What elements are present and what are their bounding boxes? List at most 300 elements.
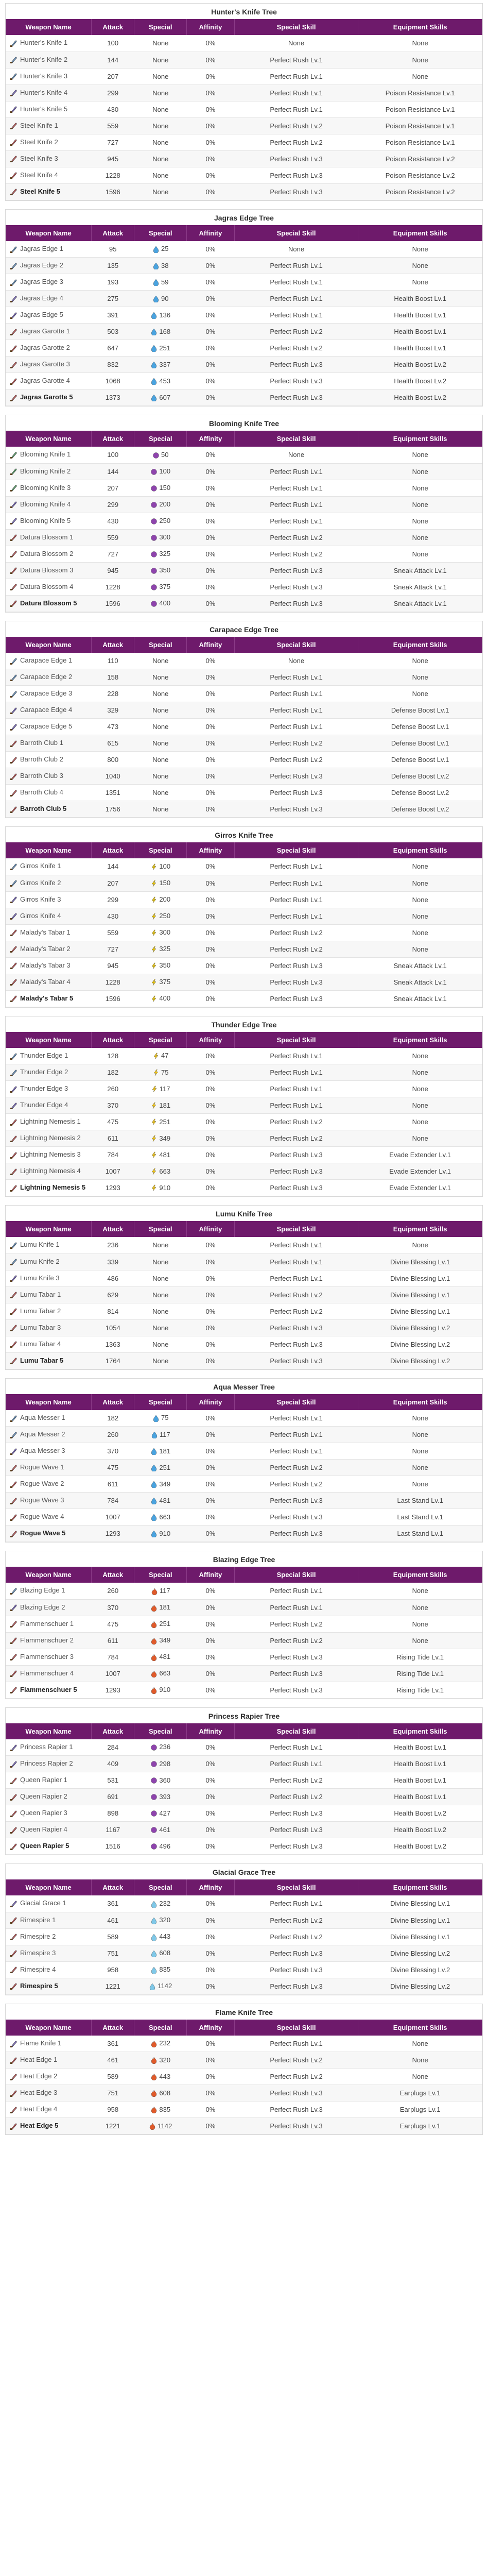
header-weapon-name[interactable]: Weapon Name — [6, 1879, 92, 1895]
weapon-name-cell[interactable] — [6, 768, 92, 785]
weapon-name-cell[interactable] — [6, 595, 92, 612]
table-row[interactable] — [6, 974, 482, 990]
weapon-name[interactable]: Steel Knife 2 — [20, 138, 58, 146]
weapon-name[interactable]: Rimespire 4 — [20, 1965, 56, 1973]
header-special-skill[interactable]: Special Skill — [234, 225, 358, 241]
table-row[interactable] — [6, 1303, 482, 1319]
weapon-name-cell[interactable] — [6, 1253, 92, 1270]
weapon-name-cell[interactable] — [6, 1352, 92, 1369]
weapon-name[interactable]: Flammenschuer 1 — [20, 1619, 74, 1628]
header-special[interactable]: Special — [134, 2020, 187, 2036]
header-affinity[interactable]: Affinity — [187, 1032, 235, 1048]
weapon-name-cell[interactable] — [6, 1772, 92, 1789]
weapon-name[interactable]: Lumu Tabar 3 — [20, 1323, 61, 1331]
weapon-name[interactable]: Flammenschuer 4 — [20, 1669, 74, 1677]
weapon-name-cell[interactable] — [6, 291, 92, 307]
header-special-skill[interactable]: Special Skill — [234, 1567, 358, 1583]
weapon-name-cell[interactable] — [6, 1493, 92, 1509]
header-special[interactable]: Special — [134, 1032, 187, 1048]
weapon-name-cell[interactable] — [6, 1081, 92, 1097]
header-special-skill[interactable]: Special Skill — [234, 19, 358, 35]
table-row[interactable] — [6, 579, 482, 595]
header-weapon-name[interactable]: Weapon Name — [6, 19, 92, 35]
weapon-name[interactable]: Jagras Edge 1 — [20, 244, 63, 252]
header-attack[interactable]: Attack — [92, 225, 134, 241]
weapon-name-cell[interactable] — [6, 1665, 92, 1682]
table-row[interactable] — [6, 68, 482, 84]
weapon-name[interactable]: Carapace Edge 5 — [20, 722, 73, 731]
weapon-name-cell[interactable] — [6, 1460, 92, 1476]
weapon-name-cell[interactable] — [6, 1147, 92, 1163]
table-row[interactable] — [6, 2102, 482, 2118]
table-row[interactable] — [6, 1286, 482, 1303]
table-row[interactable] — [6, 941, 482, 957]
table-row[interactable] — [6, 595, 482, 612]
weapon-name[interactable]: Flammenschuer 2 — [20, 1636, 74, 1644]
weapon-name-cell[interactable] — [6, 134, 92, 150]
header-special[interactable]: Special — [134, 1723, 187, 1739]
header-special-skill[interactable]: Special Skill — [234, 1723, 358, 1739]
header-attack[interactable]: Attack — [92, 1394, 134, 1410]
weapon-name[interactable]: Heat Edge 2 — [20, 2072, 58, 2080]
weapon-name[interactable]: Rogue Wave 5 — [20, 1529, 66, 1537]
table-row[interactable] — [6, 546, 482, 562]
header-special[interactable]: Special — [134, 1879, 187, 1895]
weapon-name[interactable]: Heat Edge 5 — [20, 2122, 59, 2130]
header-equipment-skills[interactable]: Equipment Skills — [358, 1723, 482, 1739]
weapon-name[interactable]: Datura Blossom 3 — [20, 566, 74, 574]
weapon-name-cell[interactable] — [6, 2036, 92, 2052]
table-row[interactable] — [6, 1460, 482, 1476]
weapon-name[interactable]: Hunter's Knife 5 — [20, 105, 68, 113]
table-row[interactable] — [6, 1978, 482, 1994]
weapon-name-cell[interactable] — [6, 1682, 92, 1698]
weapon-name-cell[interactable] — [6, 785, 92, 801]
table-row[interactable] — [6, 1961, 482, 1978]
weapon-name-cell[interactable] — [6, 1410, 92, 1427]
weapon-name[interactable]: Jagras Garotte 1 — [20, 327, 70, 335]
table-row[interactable] — [6, 529, 482, 546]
weapon-name-cell[interactable] — [6, 990, 92, 1007]
weapon-name[interactable]: Jagras Garotte 2 — [20, 344, 70, 352]
weapon-name[interactable]: Princess Rapier 1 — [20, 1742, 73, 1751]
weapon-name-cell[interactable] — [6, 463, 92, 480]
weapon-name[interactable]: Girros Knife 2 — [20, 878, 61, 887]
weapon-name[interactable]: Rogue Wave 1 — [20, 1463, 64, 1471]
table-row[interactable] — [6, 1945, 482, 1961]
table-row[interactable] — [6, 1352, 482, 1369]
weapon-name-cell[interactable] — [6, 529, 92, 546]
table-row[interactable] — [6, 1147, 482, 1163]
header-special[interactable]: Special — [134, 637, 187, 653]
weapon-name[interactable]: Rogue Wave 3 — [20, 1496, 64, 1504]
weapon-name[interactable]: Girros Knife 4 — [20, 911, 61, 920]
header-special-skill[interactable]: Special Skill — [234, 842, 358, 858]
header-weapon-name[interactable]: Weapon Name — [6, 1221, 92, 1237]
table-row[interactable] — [6, 1616, 482, 1632]
header-equipment-skills[interactable]: Equipment Skills — [358, 2020, 482, 2036]
table-row[interactable] — [6, 1838, 482, 1855]
weapon-name[interactable]: Heat Edge 4 — [20, 2105, 58, 2113]
weapon-name[interactable]: Girros Knife 3 — [20, 895, 61, 903]
weapon-name-cell[interactable] — [6, 1064, 92, 1081]
table-row[interactable] — [6, 1682, 482, 1698]
weapon-name-cell[interactable] — [6, 373, 92, 389]
weapon-name[interactable]: Rimespire 3 — [20, 1948, 56, 1957]
table-row[interactable] — [6, 1114, 482, 1130]
weapon-name-cell[interactable] — [6, 1097, 92, 1114]
weapon-name[interactable]: Carapace Edge 4 — [20, 706, 73, 714]
weapon-name[interactable]: Jagras Edge 4 — [20, 294, 63, 302]
table-row[interactable] — [6, 1583, 482, 1599]
table-row[interactable] — [6, 389, 482, 406]
weapon-name-cell[interactable] — [6, 1838, 92, 1855]
weapon-name-cell[interactable] — [6, 1526, 92, 1542]
table-row[interactable] — [6, 150, 482, 167]
table-row[interactable] — [6, 1410, 482, 1427]
weapon-name[interactable]: Flame Knife 1 — [20, 2039, 62, 2047]
weapon-name-cell[interactable] — [6, 513, 92, 529]
table-row[interactable] — [6, 496, 482, 513]
weapon-name[interactable]: Malady's Tabar 4 — [20, 977, 71, 986]
weapon-name[interactable]: Rimespire 2 — [20, 1932, 56, 1940]
weapon-name[interactable]: Lightning Nemesis 4 — [20, 1167, 81, 1175]
table-row[interactable] — [6, 1895, 482, 1912]
table-row[interactable] — [6, 274, 482, 291]
table-row[interactable] — [6, 858, 482, 875]
header-affinity[interactable]: Affinity — [187, 1879, 235, 1895]
table-row[interactable] — [6, 1163, 482, 1180]
weapon-name-cell[interactable] — [6, 183, 92, 200]
table-row[interactable] — [6, 447, 482, 463]
weapon-name[interactable]: Lumu Tabar 5 — [20, 1356, 64, 1364]
weapon-name-cell[interactable] — [6, 1336, 92, 1352]
table-row[interactable] — [6, 653, 482, 669]
table-row[interactable] — [6, 1237, 482, 1253]
table-row[interactable] — [6, 1509, 482, 1526]
header-special[interactable]: Special — [134, 431, 187, 447]
weapon-name[interactable]: Steel Knife 3 — [20, 154, 58, 162]
table-row[interactable] — [6, 134, 482, 150]
weapon-name[interactable]: Jagras Garotte 5 — [20, 393, 73, 401]
table-row[interactable] — [6, 768, 482, 785]
header-equipment-skills[interactable]: Equipment Skills — [358, 431, 482, 447]
weapon-name-cell[interactable] — [6, 653, 92, 669]
table-row[interactable] — [6, 1081, 482, 1097]
weapon-name-cell[interactable] — [6, 686, 92, 702]
weapon-name[interactable]: Thunder Edge 1 — [20, 1051, 68, 1059]
header-special[interactable]: Special — [134, 1567, 187, 1583]
weapon-name[interactable]: Lumu Tabar 1 — [20, 1290, 61, 1298]
weapon-name-cell[interactable] — [6, 669, 92, 686]
header-attack[interactable]: Attack — [92, 637, 134, 653]
weapon-name-cell[interactable] — [6, 908, 92, 924]
table-row[interactable] — [6, 908, 482, 924]
header-affinity[interactable]: Affinity — [187, 1723, 235, 1739]
table-row[interactable] — [6, 1493, 482, 1509]
table-row[interactable] — [6, 2118, 482, 2134]
header-affinity[interactable]: Affinity — [187, 19, 235, 35]
weapon-name-cell[interactable] — [6, 974, 92, 990]
weapon-name-cell[interactable] — [6, 389, 92, 406]
weapon-name[interactable]: Queen Rapier 5 — [20, 1842, 69, 1850]
weapon-name-cell[interactable] — [6, 891, 92, 908]
header-equipment-skills[interactable]: Equipment Skills — [358, 225, 482, 241]
header-special[interactable]: Special — [134, 225, 187, 241]
weapon-name-cell[interactable] — [6, 167, 92, 183]
weapon-name-cell[interactable] — [6, 2069, 92, 2085]
weapon-name-cell[interactable] — [6, 35, 92, 52]
weapon-name[interactable]: Lightning Nemesis 5 — [20, 1183, 86, 1192]
table-row[interactable] — [6, 241, 482, 258]
table-row[interactable] — [6, 1649, 482, 1665]
table-row[interactable] — [6, 1805, 482, 1822]
table-row[interactable] — [6, 1443, 482, 1460]
table-row[interactable] — [6, 1253, 482, 1270]
header-weapon-name[interactable]: Weapon Name — [6, 637, 92, 653]
header-attack[interactable]: Attack — [92, 431, 134, 447]
weapon-name-cell[interactable] — [6, 84, 92, 101]
weapon-name-cell[interactable] — [6, 562, 92, 579]
table-row[interactable] — [6, 1632, 482, 1649]
table-row[interactable] — [6, 340, 482, 357]
table-row[interactable] — [6, 307, 482, 324]
weapon-name-cell[interactable] — [6, 117, 92, 134]
table-row[interactable] — [6, 990, 482, 1007]
header-equipment-skills[interactable]: Equipment Skills — [358, 1567, 482, 1583]
weapon-name[interactable]: Datura Blossom 5 — [20, 599, 77, 607]
weapon-name-cell[interactable] — [6, 1583, 92, 1599]
header-equipment-skills[interactable]: Equipment Skills — [358, 19, 482, 35]
weapon-name[interactable]: Malady's Tabar 5 — [20, 994, 74, 1002]
weapon-name-cell[interactable] — [6, 324, 92, 340]
header-attack[interactable]: Attack — [92, 1723, 134, 1739]
weapon-name[interactable]: Blooming Knife 1 — [20, 450, 71, 459]
table-row[interactable] — [6, 167, 482, 183]
weapon-name-cell[interactable] — [6, 2052, 92, 2069]
table-row[interactable] — [6, 1064, 482, 1081]
weapon-name[interactable]: Heat Edge 1 — [20, 2056, 58, 2064]
weapon-name-cell[interactable] — [6, 2085, 92, 2102]
weapon-name-cell[interactable] — [6, 1509, 92, 1526]
table-row[interactable] — [6, 669, 482, 686]
table-row[interactable] — [6, 1789, 482, 1805]
weapon-name[interactable]: Thunder Edge 4 — [20, 1101, 68, 1109]
table-row[interactable] — [6, 1336, 482, 1352]
table-row[interactable] — [6, 1180, 482, 1196]
table-row[interactable] — [6, 183, 482, 200]
weapon-name-cell[interactable] — [6, 1789, 92, 1805]
weapon-name[interactable]: Blazing Edge 1 — [20, 1586, 65, 1595]
weapon-name-cell[interactable] — [6, 1319, 92, 1336]
weapon-name-cell[interactable] — [6, 801, 92, 818]
table-row[interactable] — [6, 735, 482, 752]
header-special[interactable]: Special — [134, 19, 187, 35]
weapon-name[interactable]: Blooming Knife 4 — [20, 500, 71, 508]
weapon-name[interactable]: Aqua Messer 2 — [20, 1430, 65, 1438]
table-row[interactable] — [6, 2085, 482, 2102]
weapon-name-cell[interactable] — [6, 2102, 92, 2118]
weapon-name-cell[interactable] — [6, 357, 92, 373]
weapon-name-cell[interactable] — [6, 274, 92, 291]
weapon-name[interactable]: Lumu Knife 3 — [20, 1274, 60, 1282]
weapon-name[interactable]: Barroth Club 2 — [20, 755, 63, 764]
weapon-name[interactable]: Hunter's Knife 2 — [20, 55, 68, 63]
weapon-name[interactable]: Hunter's Knife 3 — [20, 72, 68, 80]
table-row[interactable] — [6, 84, 482, 101]
weapon-name-cell[interactable] — [6, 858, 92, 875]
weapon-name-cell[interactable] — [6, 702, 92, 719]
header-equipment-skills[interactable]: Equipment Skills — [358, 637, 482, 653]
table-row[interactable] — [6, 258, 482, 274]
table-row[interactable] — [6, 891, 482, 908]
weapon-name-cell[interactable] — [6, 1476, 92, 1493]
weapon-name-cell[interactable] — [6, 1599, 92, 1616]
weapon-name[interactable]: Barroth Club 1 — [20, 739, 63, 747]
table-row[interactable] — [6, 1048, 482, 1064]
weapon-name[interactable]: Princess Rapier 2 — [20, 1759, 73, 1768]
weapon-name[interactable]: Datura Blossom 4 — [20, 582, 74, 590]
weapon-name[interactable]: Jagras Edge 2 — [20, 261, 63, 269]
header-special[interactable]: Special — [134, 842, 187, 858]
table-row[interactable] — [6, 719, 482, 735]
weapon-name-cell[interactable] — [6, 579, 92, 595]
weapon-name[interactable]: Carapace Edge 3 — [20, 689, 73, 698]
weapon-name-cell[interactable] — [6, 1756, 92, 1772]
weapon-name-cell[interactable] — [6, 1649, 92, 1665]
weapon-name-cell[interactable] — [6, 1961, 92, 1978]
weapon-name[interactable]: Lumu Tabar 4 — [20, 1340, 61, 1348]
weapon-name[interactable]: Rogue Wave 2 — [20, 1480, 64, 1488]
header-equipment-skills[interactable]: Equipment Skills — [358, 1032, 482, 1048]
weapon-name-cell[interactable] — [6, 1616, 92, 1632]
weapon-name[interactable]: Queen Rapier 2 — [20, 1792, 67, 1801]
weapon-name-cell[interactable] — [6, 1048, 92, 1064]
table-row[interactable] — [6, 1476, 482, 1493]
weapon-name[interactable]: Barroth Club 3 — [20, 772, 63, 780]
weapon-name[interactable]: Glacial Grace 1 — [20, 1899, 66, 1907]
table-row[interactable] — [6, 35, 482, 52]
weapon-name[interactable]: Thunder Edge 3 — [20, 1084, 68, 1093]
weapon-name[interactable]: Carapace Edge 2 — [20, 673, 73, 681]
weapon-name[interactable]: Malady's Tabar 1 — [20, 928, 71, 936]
weapon-name-cell[interactable] — [6, 875, 92, 891]
table-row[interactable] — [6, 1427, 482, 1443]
weapon-name[interactable]: Blazing Edge 2 — [20, 1603, 65, 1611]
header-attack[interactable]: Attack — [92, 1032, 134, 1048]
header-weapon-name[interactable]: Weapon Name — [6, 1394, 92, 1410]
header-special-skill[interactable]: Special Skill — [234, 1221, 358, 1237]
weapon-name[interactable]: Jagras Edge 3 — [20, 278, 63, 286]
header-special-skill[interactable]: Special Skill — [234, 637, 358, 653]
header-attack[interactable]: Attack — [92, 1567, 134, 1583]
table-row[interactable] — [6, 1772, 482, 1789]
weapon-name-cell[interactable] — [6, 2118, 92, 2134]
table-row[interactable] — [6, 785, 482, 801]
header-special-skill[interactable]: Special Skill — [234, 1879, 358, 1895]
weapon-name[interactable]: Lightning Nemesis 3 — [20, 1150, 81, 1159]
table-row[interactable] — [6, 373, 482, 389]
header-weapon-name[interactable]: Weapon Name — [6, 1723, 92, 1739]
weapon-name-cell[interactable] — [6, 307, 92, 324]
header-weapon-name[interactable]: Weapon Name — [6, 1032, 92, 1048]
header-equipment-skills[interactable]: Equipment Skills — [358, 1221, 482, 1237]
table-row[interactable] — [6, 562, 482, 579]
weapon-name-cell[interactable] — [6, 1632, 92, 1649]
header-affinity[interactable]: Affinity — [187, 431, 235, 447]
weapon-name[interactable]: Steel Knife 1 — [20, 121, 58, 129]
header-affinity[interactable]: Affinity — [187, 842, 235, 858]
table-row[interactable] — [6, 702, 482, 719]
weapon-name[interactable]: Blooming Knife 5 — [20, 516, 71, 524]
weapon-name[interactable]: Flammenschuer 3 — [20, 1652, 74, 1660]
header-affinity[interactable]: Affinity — [187, 225, 235, 241]
weapon-name[interactable]: Blooming Knife 2 — [20, 467, 71, 475]
weapon-name[interactable]: Datura Blossom 1 — [20, 533, 74, 541]
table-row[interactable] — [6, 1912, 482, 1928]
header-special[interactable]: Special — [134, 1394, 187, 1410]
table-row[interactable] — [6, 1739, 482, 1756]
header-attack[interactable]: Attack — [92, 842, 134, 858]
table-row[interactable] — [6, 2069, 482, 2085]
table-row[interactable] — [6, 1270, 482, 1286]
header-affinity[interactable]: Affinity — [187, 637, 235, 653]
header-equipment-skills[interactable]: Equipment Skills — [358, 1394, 482, 1410]
weapon-name-cell[interactable] — [6, 546, 92, 562]
table-row[interactable] — [6, 1822, 482, 1838]
weapon-name[interactable]: Rimespire 1 — [20, 1916, 56, 1924]
weapon-name[interactable]: Datura Blossom 2 — [20, 549, 74, 557]
table-row[interactable] — [6, 117, 482, 134]
table-row[interactable] — [6, 1097, 482, 1114]
weapon-name[interactable]: Jagras Edge 5 — [20, 311, 63, 319]
weapon-name-cell[interactable] — [6, 447, 92, 463]
weapon-name[interactable]: Malady's Tabar 3 — [20, 961, 71, 969]
weapon-name-cell[interactable] — [6, 735, 92, 752]
weapon-name[interactable]: Jagras Garotte 4 — [20, 377, 70, 385]
weapon-name-cell[interactable] — [6, 68, 92, 84]
header-special-skill[interactable]: Special Skill — [234, 1032, 358, 1048]
table-row[interactable] — [6, 291, 482, 307]
weapon-name[interactable]: Steel Knife 5 — [20, 187, 61, 195]
table-row[interactable] — [6, 101, 482, 117]
weapon-name-cell[interactable] — [6, 1912, 92, 1928]
header-equipment-skills[interactable]: Equipment Skills — [358, 1879, 482, 1895]
weapon-name[interactable]: Aqua Messer 1 — [20, 1413, 65, 1421]
weapon-name-cell[interactable] — [6, 1163, 92, 1180]
weapon-name-cell[interactable] — [6, 496, 92, 513]
weapon-name[interactable]: Lightning Nemesis 2 — [20, 1134, 81, 1142]
header-weapon-name[interactable]: Weapon Name — [6, 225, 92, 241]
header-weapon-name[interactable]: Weapon Name — [6, 2020, 92, 2036]
weapon-name[interactable]: Hunter's Knife 1 — [20, 39, 68, 47]
table-row[interactable] — [6, 1319, 482, 1336]
weapon-name-cell[interactable] — [6, 752, 92, 768]
weapon-name[interactable]: Malady's Tabar 2 — [20, 944, 71, 953]
table-row[interactable] — [6, 2052, 482, 2069]
weapon-name-cell[interactable] — [6, 1237, 92, 1253]
header-weapon-name[interactable]: Weapon Name — [6, 1567, 92, 1583]
weapon-name[interactable]: Lumu Knife 1 — [20, 1241, 60, 1249]
weapon-name-cell[interactable] — [6, 1822, 92, 1838]
table-row[interactable] — [6, 2036, 482, 2052]
weapon-name-cell[interactable] — [6, 1130, 92, 1147]
weapon-name[interactable]: Rimespire 5 — [20, 1981, 58, 1990]
weapon-name-cell[interactable] — [6, 1427, 92, 1443]
table-row[interactable] — [6, 752, 482, 768]
weapon-name-cell[interactable] — [6, 1270, 92, 1286]
weapon-name-cell[interactable] — [6, 480, 92, 496]
